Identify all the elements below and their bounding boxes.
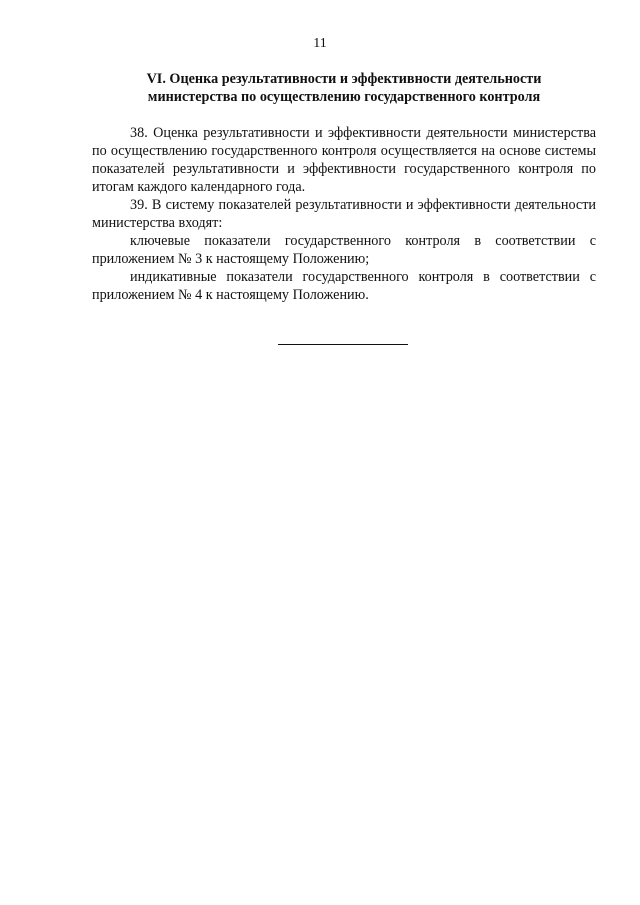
document-body (92, 124, 596, 304)
section-title-line-2: министерства по осуществлению государственного контроля (147, 89, 541, 105)
paragraph-39: 39. В систему показателей результативности и эффективности деятельности министерства входят: (92, 197, 596, 231)
section-title (92, 70, 596, 106)
paragraph-38: 38. Оценка результативности и эффективности деятельности министерства по осуществлению государственного контроля осуществляется на основе системы показателей результативности и эффективности государственного контроля по итогам каждого календарного года. (92, 125, 596, 195)
list-item-indicative-indicators: индикативные показатели государственного контроля в соответствии с приложением № 4 к настоящему Положению. (92, 269, 596, 303)
list-item-key-indicators: ключевые показатели государственного контроля в соответствии с приложением № 3 к настоящему Положению; (92, 233, 596, 267)
page-number: 11 (313, 36, 327, 51)
closing-separator-line (278, 344, 408, 345)
section-title-line-1: VI. Оценка результативности и эффективности деятельности (146, 71, 542, 87)
